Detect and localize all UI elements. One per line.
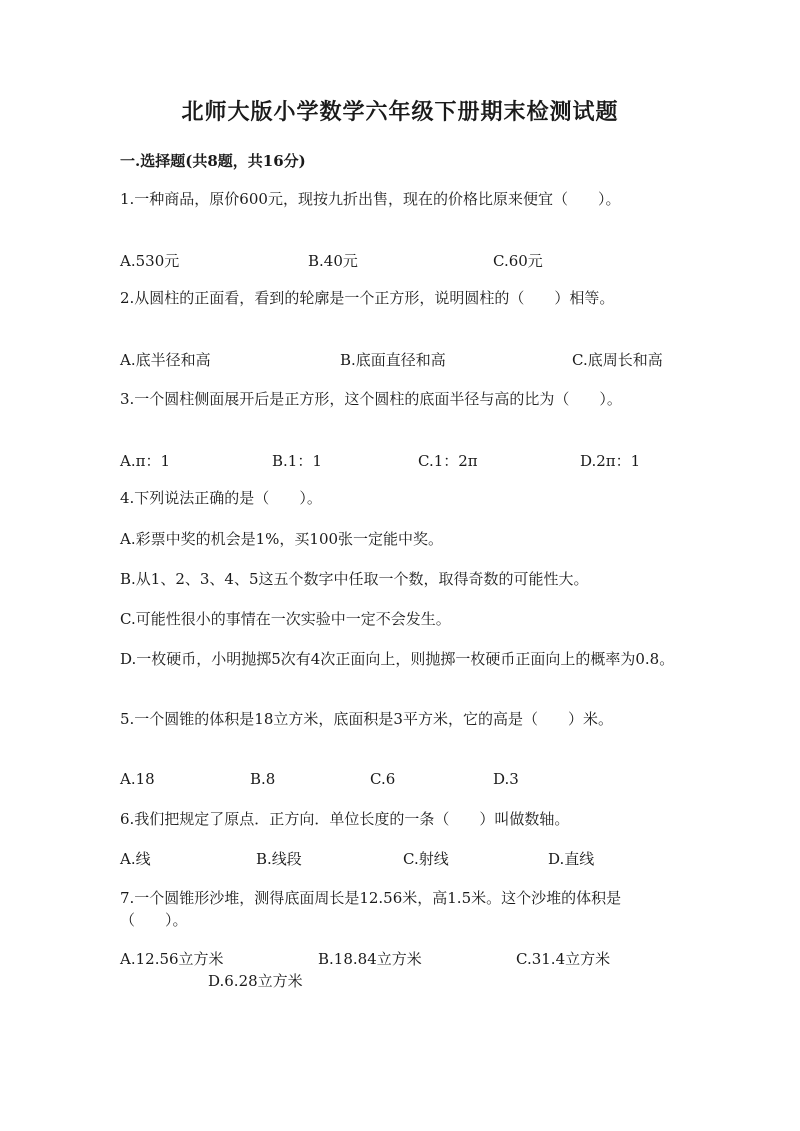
q5-option-a[interactable]: A.18 <box>120 770 155 788</box>
question-1: 1.一种商品，原价600元，现按九折出售，现在的价格比原来便宜（ ）。 <box>120 190 621 208</box>
q3-option-b[interactable]: B.1：1 <box>272 452 322 470</box>
q2-option-a[interactable]: A.底半径和高 <box>120 351 211 369</box>
question-7: 7.一个圆锥形沙堆，测得底面周长是12.56米，高1.5米。这个沙堆的体积是（ ）。 <box>120 889 622 929</box>
q6-option-d[interactable]: D.直线 <box>548 850 595 868</box>
q4-option-a[interactable]: A.彩票中奖的机会是1%，买100张一定能中奖。 <box>120 530 444 548</box>
q1-option-a[interactable]: A.530元 <box>120 252 180 270</box>
q5-option-b[interactable]: B.8 <box>250 770 276 788</box>
q5-option-c[interactable]: C.6 <box>370 770 396 788</box>
q6-option-c[interactable]: C.射线 <box>403 850 449 868</box>
q4-option-b[interactable]: B.从1、2、3、4、5这五个数字中任取一个数，取得奇数的可能性大。 <box>120 570 589 588</box>
q7-option-a[interactable]: A.12.56立方米 <box>120 950 224 968</box>
q7-option-c[interactable]: C.31.4立方米 <box>516 950 611 968</box>
q1-option-c[interactable]: C.60元 <box>493 252 543 270</box>
question-5: 5.一个圆锥的体积是18立方米，底面积是3平方米，它的高是（ ）米。 <box>120 710 613 728</box>
page-title: 北师大版小学数学六年级下册期末检测试题 <box>181 99 619 125</box>
q2-option-b[interactable]: B.底面直径和高 <box>340 351 446 369</box>
question-4: 4.下列说法正确的是（ ）。 <box>120 489 322 507</box>
q3-option-d[interactable]: D.2π：1 <box>580 452 641 470</box>
q2-option-c[interactable]: C.底周长和高 <box>572 351 663 369</box>
q4-option-c[interactable]: C.可能性很小的事情在一次实验中一定不会发生。 <box>120 610 451 628</box>
section-heading: 一.选择题(共8题，共16分) <box>120 152 306 170</box>
q7-option-b[interactable]: B.18.84立方米 <box>318 950 422 968</box>
q1-option-b[interactable]: B.40元 <box>308 252 358 270</box>
question-2: 2.从圆柱的正面看，看到的轮廓是一个正方形，说明圆柱的（ ）相等。 <box>120 289 615 307</box>
q7-option-d[interactable]: D.6.28立方米 <box>208 972 303 990</box>
q6-option-b[interactable]: B.线段 <box>256 850 302 868</box>
q3-option-a[interactable]: A.π：1 <box>120 452 171 470</box>
q6-option-a[interactable]: A.线 <box>120 850 151 868</box>
q3-option-c[interactable]: C.1：2π <box>418 452 478 470</box>
question-3: 3.一个圆柱侧面展开后是正方形，这个圆柱的底面半径与高的比为（ ）。 <box>120 390 622 408</box>
question-6: 6.我们把规定了原点．正方向．单位长度的一条（ ）叫做数轴。 <box>120 810 570 828</box>
q5-option-d[interactable]: D.3 <box>493 770 519 788</box>
q4-option-d[interactable]: D.一枚硬币，小明抛掷5次有4次正面向上，则抛掷一枚硬币正面向上的概率为0.8。 <box>120 650 675 668</box>
